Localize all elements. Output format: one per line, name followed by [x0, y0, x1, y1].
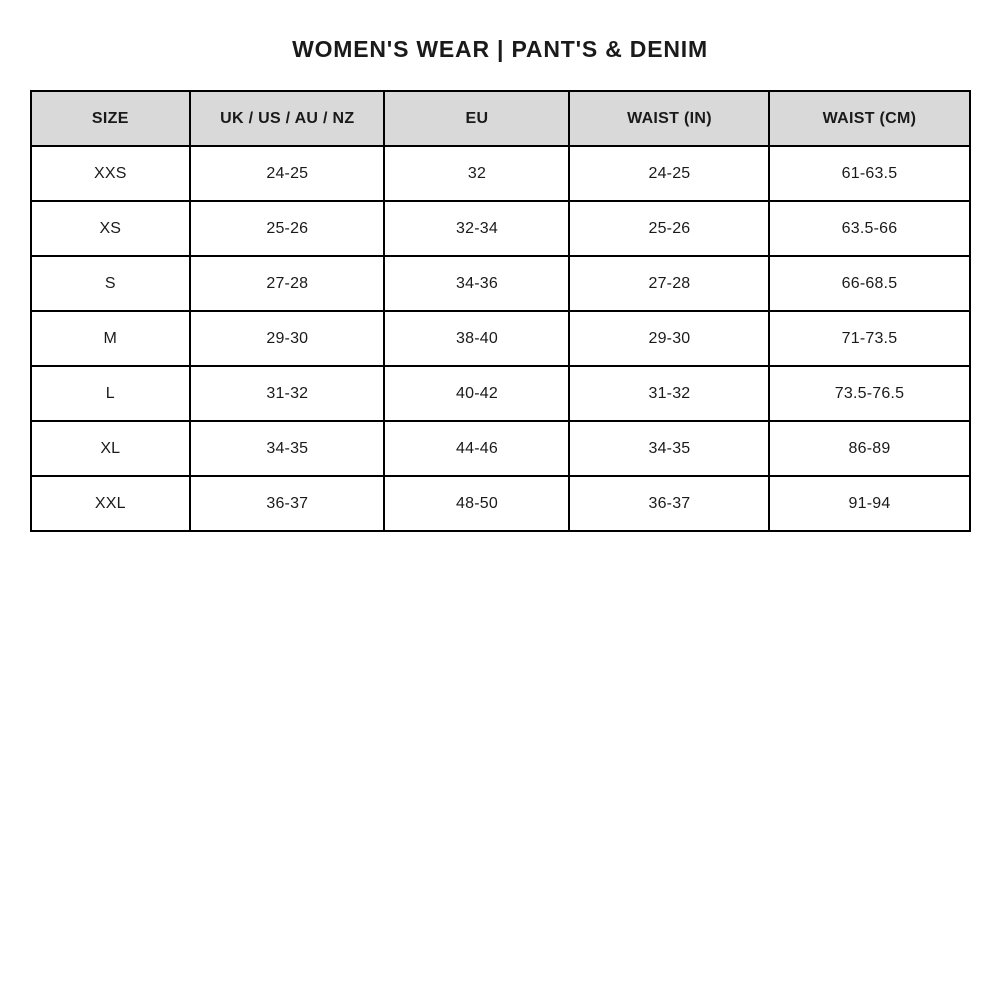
size-chart-table: [30, 90, 971, 532]
table-cell: XXL: [31, 476, 191, 531]
table-row: [31, 201, 970, 256]
table-row: [31, 421, 970, 476]
table-header-row: [31, 91, 970, 146]
table-cell: 40-42: [384, 366, 569, 421]
table-cell: 61-63.5: [769, 146, 969, 201]
table-cell: 36-37: [190, 476, 384, 531]
table-row: [31, 311, 970, 366]
table-cell: 32: [384, 146, 569, 201]
column-header-waist-in: WAIST (IN): [569, 91, 769, 146]
table-cell: 29-30: [569, 311, 769, 366]
table-cell: 34-36: [384, 256, 569, 311]
table-cell: 27-28: [190, 256, 384, 311]
column-header-uk-us-au-nz: UK / US / AU / NZ: [190, 91, 384, 146]
table-cell: L: [31, 366, 191, 421]
table-row: [31, 146, 970, 201]
table-cell: XXS: [31, 146, 191, 201]
table-cell: S: [31, 256, 191, 311]
table-cell: 32-34: [384, 201, 569, 256]
table-cell: 31-32: [569, 366, 769, 421]
table-cell: XS: [31, 201, 191, 256]
table-row: [31, 256, 970, 311]
table-cell: 34-35: [569, 421, 769, 476]
column-header-size: SIZE: [31, 91, 191, 146]
table-cell: 25-26: [569, 201, 769, 256]
table-cell: 71-73.5: [769, 311, 969, 366]
table-cell: 38-40: [384, 311, 569, 366]
table-cell: XL: [31, 421, 191, 476]
table-cell: 31-32: [190, 366, 384, 421]
table-cell: 73.5-76.5: [769, 366, 969, 421]
table-cell: 91-94: [769, 476, 969, 531]
page-title: WOMEN'S WEAR | PANT'S & DENIM: [292, 36, 708, 62]
table-cell: 27-28: [569, 256, 769, 311]
table-body: [31, 146, 970, 531]
table-cell: 25-26: [190, 201, 384, 256]
table-cell: 48-50: [384, 476, 569, 531]
table-cell: 29-30: [190, 311, 384, 366]
table-cell: 86-89: [769, 421, 969, 476]
table-cell: 63.5-66: [769, 201, 969, 256]
table-row: [31, 476, 970, 531]
table-cell: 24-25: [190, 146, 384, 201]
table-cell: 44-46: [384, 421, 569, 476]
column-header-eu: EU: [384, 91, 569, 146]
table-cell: 66-68.5: [769, 256, 969, 311]
table-cell: 34-35: [190, 421, 384, 476]
column-header-waist-cm: WAIST (CM): [769, 91, 969, 146]
table-cell: 36-37: [569, 476, 769, 531]
table-row: [31, 366, 970, 421]
table-cell: M: [31, 311, 191, 366]
table-cell: 24-25: [569, 146, 769, 201]
